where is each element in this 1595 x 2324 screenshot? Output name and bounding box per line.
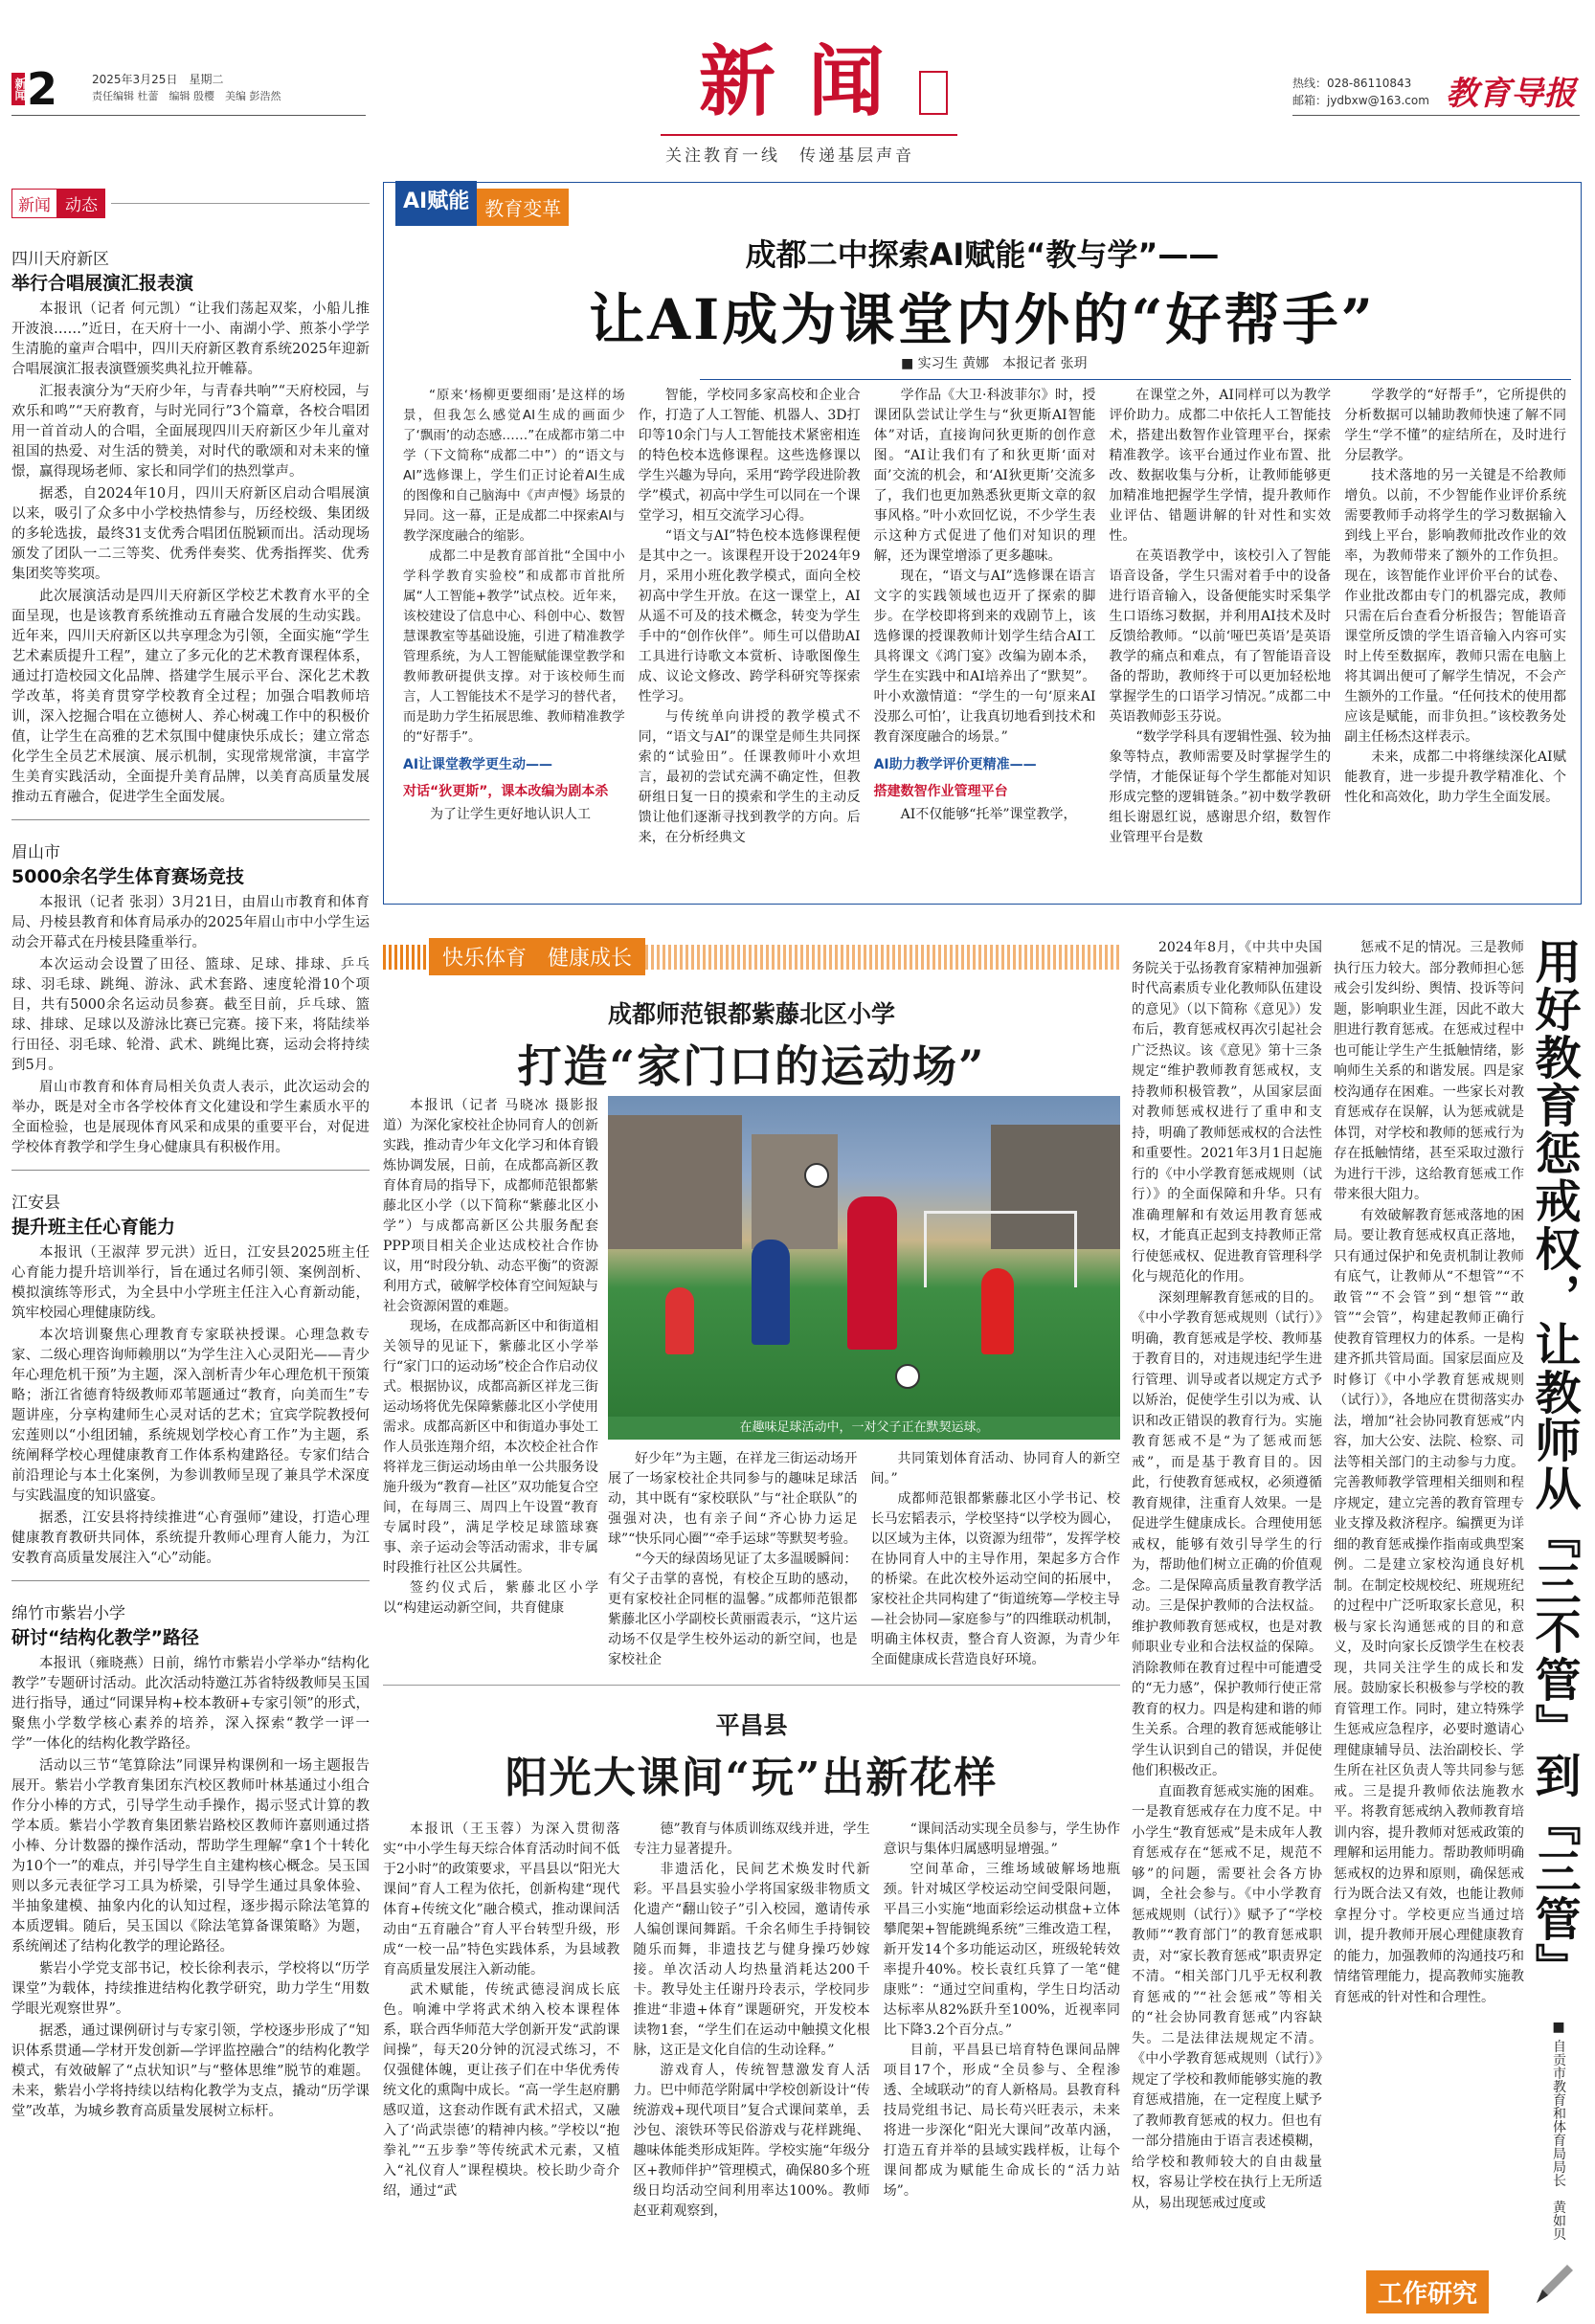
work-research-badge [1366,2261,1582,2313]
article-paragraph: 2024年8月，《中共中央国务院关于弘扬教育家精神加强新时代高素质专业化教师队伍建设的意见》（以下简称《意见》）发布后，教育惩戒权再次引起社会广泛热议。该《意见》第十三条规定“维护教师教育惩戒权，支持教师积极管教”，从国家层面对教师惩戒权进行了重申和支持，明确了教师惩戒权的合法性和重要性。2021年3月1日起施行的《中小学教育惩戒规则（试行）》的全面保障和升华。只有准确理解和有效运用教育惩戒权，才能真正起到支持教师正常行使惩戒权、促进教育管理科学化与规范化的作用。 [1132,940,1322,1285]
tag-news: 新闻 [11,189,57,218]
article-column [870,1449,1121,1667]
article-body-lower [608,1449,1120,1667]
article-paragraph: 为了让学生更好地认识人工 [430,807,591,822]
brief-paragraph: 汇报表演分为“天府少年，与青春共响”“天府校园，与欢乐和鸣”“天府教育，与时光同行”3个篇章，各校合唱团用一首首动人的合唱，全面展现四川天府新区少年儿童对祖国的热爱、对生活的赞美，对时代的歌颂和对未来的憧憬，赢得现场老师、家长和同学们的热烈掌声。 [11,384,370,480]
article-paragraph: 智能，学校同多家高校和企业合作，打造了人工智能、机器人、3D打印等10余门与人工智能技术紧密相连的特色校本选修课程。这些选修课以学生兴趣为导向，采用“跨学段进阶教学”模式，初高中学生可以同在一个课堂学习，相互交流学习心得。 [638,388,861,524]
article-column [884,1820,1120,2317]
article-paragraph: 学作品《大卫·科波菲尔》时，授课团队尝试让学生与“狄更斯AI智能体”对话，直接询问狄更斯的创作意图。“AI让我们有了和狄更斯‘面对面’交流的机会，和‘AI狄更斯’交流多了，我们也更加熟悉狄更斯文章的叙事风格。”叶小欢回忆说，不少学生表示这种方式促进了他们对知识的理解，还为课堂增添了更多趣味。 [873,388,1096,564]
brief-paragraph: 据悉，江安县将持续推进“心育强师”建设，打造心理健康教育教研共同体，系统提升教师心理育人能力，为江安教育高质量发展注入“心”动能。 [11,1510,370,1566]
brief-divider [11,819,370,820]
article-paragraph: 有效破解教育惩戒落地的困局。要让教育惩戒权真正落地，只有通过保护和免责机制让教师有底气，让教师从“不想管”“不敢管”“不会管”到“想管”“敢管”“会管”，构建起教师正确行使教育管理权力的体系。一是构建齐抓共管局面。国家层面应及时修订《中小学教育惩戒规则（试行）》，各地应在贯彻落实办法，增加“社会协同教育惩戒”内容，加大公安、法院、检察、司法等相关部门的主动参与力度。完善教师教学管理相关细则和程序规定，建立完善的教育管理专业支撑及救济程序。编撰更为详细的教育惩戒操作指南或典型案例。二是建立家校沟通良好机制。在制定校规校纪、班规班纪的过程中广泛听取家长意见，积极与家长沟通惩戒的目的和意义，及时向家长反馈学生在校表现，共同关注学生的成长和发展。鼓励家长积极参与学校的教育管理工作。同时，建立特殊学生惩戒应急程序，必要时邀请心理健康辅导员、法治副校长、学生所在社区负责人等共同参与惩戒。三是提升教师依法施教水平。将教育惩戒纳入教师教育培训内容，提升教师对惩戒政策的理解和运用能力。帮助教师明确惩戒权的边界和原则，确保惩戒行为既合法又有效，也能让教师拿捏分寸。学校更应当通过培训，提升教师开展心理健康教育的能力，加强教师的沟通技巧和情绪管理能力，提高教师实施教育惩戒的针对性和合理性。 [1334,1207,1524,2005]
tag-ai-empower: AI赋能 [395,181,477,226]
article-lead: 成都二中是教育部首批“全国中小学科学教育实验校”和成都市首批所属“人工智能+教学”试点校。近年来，该校建设了信息中心、科创中心、数智慧课教室等基础设施，引进了精准教学管理系统，为人工智能赋能课堂教学和教师教研提供支撑。对于该校师生而言，人工智能技术不是学习的替代者，而是助力学生拓展思维、教师精准教学的“好帮手”。 [403,548,625,745]
article-paragraph: 现场，在成都高新区中和街道相关领导的见证下，紫藤北区小学举行“家门口的运动场”校企合作启动仪式。根据协议，成都高新区祥龙三街运动场将优先保障紫藤北区小学使用需求。成都高新区中和街道办事处工作人员张连翔介绍，本次校企社合作将祥龙三街运动场由单一公共服务设施升级为“教育—社区”双功能复合空间，在每周三、周四上午设置“教育专属时段”，满足学校足球篮球赛事、亲子运动会等活动需求，非专属时段推行社区公共属性。 [383,1319,598,1575]
slogan-rule [661,134,957,136]
photo-building [752,1134,838,1249]
brief-location: 四川天府新区 [11,250,109,269]
tag-stripes [383,945,429,970]
article-paragraph: AI不仅能够“托举”课堂教学， [900,807,1077,822]
opinion-body [1132,938,1524,2278]
news-dynamics-tag [11,187,370,219]
brief-location: 江安县 [11,1194,60,1213]
opinion-article [1132,938,1582,2321]
brief-location: 眉山市 [11,843,60,862]
article-paragraph: 在英语教学中，该校引入了智能语音设备，学生只需对着手中的设备进行语音输入，设备便能实时采集学生口语练习数据，并利用AI技术及时反馈给教师。“以前‘哑巴英语’是英语教学的痛点和难点，有了智能语音设备的帮助，教师终于可以更加轻松地掌握学生的口语学习情况。”成都二中英语教师彭玉芬说。 [1109,548,1332,725]
brief-title: 举行合唱展演汇报表演 [11,273,194,294]
article-subhead: 对话“狄更斯”，课本改编为剧本杀 [403,784,609,799]
article-paragraph: 现在，“语文与AI”选修课在语言文字的实践领域也迈开了探索的脚步。在学校即将到来的戏剧节上，该选修课的授课教师计划学生结合AI工具将课文《鸿门宴》改编为剧本杀，学生在实践中和AI培养出了“默契”。叶小欢激情道：“学生的一句‘原来AI没那么可怕’，让我真切地看到技术和教育深度融合的场景。” [873,569,1096,745]
ai-section-tag [395,181,569,226]
brief-mianzhu [11,1602,370,2122]
news-briefs-column [11,187,370,2321]
section-slogan: 关注教育一线 传递基层声音 [665,146,914,166]
article-column [1344,386,1566,899]
article-body [403,386,1566,899]
article-headline: 阳光大课间“玩”出新花样 [505,1754,999,1802]
section-brand: 新闻 [699,36,917,126]
brief-paragraph: 本次运动会设置了田径、篮球、足球、排球、乒乓球、羽毛球、跳绳、游泳、武术套路、速度轮滑10个项目，共有5000余名运动员参赛。截至目前，乒乓球、篮球、排球、足球以及游泳比赛已完赛。接下来，将陆续举行田径、羽毛球、轮滑、武术、跳绳比赛，运动会将持续到5月。 [11,957,370,1073]
article-paragraph: 在课堂之外，AI同样可以为教学评价助力。成都二中依托人工智能技术，搭建出数智作业管理平台，探索精准教学。该平台通过作业布置、批改、数据收集与分析，让教师能够更加精准地把握学生学情，提升教师作业评估、错题讲解的针对性和实效性。 [1109,388,1332,544]
article-paragraph: 与传统单向讲授的教学模式不同，“语文与AI”的课堂是师生共同探索的“试验田”。任课教师叶小欢坦言，最初的尝试充满不确定性，但教研组日复一日的摸索和学生的主动反馈让他们逐渐寻找到教学的方向。后来，在分析经典文 [638,709,861,845]
tag-stripes [645,945,1120,970]
sports-section-tag [383,938,1120,975]
article-kicker: 成都二中探索AI赋能“教与学”—— [745,236,1220,273]
article-paragraph: 深刻理解教育惩戒的目的。《中小学教育惩戒规则（试行）》明确，教育惩戒是学校、教师基于教育目的，对违规违纪学生进行管理、训导或者以规定方式予以矫治，促使学生引以为戒、认识和改正错误的教育行为。实施教育惩戒不是“为了惩戒而惩戒”，而是基于教育目的。因此，行使教育惩戒权，必须遵循教育规律，注重育人效果。一是促进学生健康成长。合理使用惩戒权，能够有效引导学生的行为，帮助他们树立正确的价值观念。二是保障高质量教育教学活动。三是保护教师的合法权益。维护教师教育惩戒权，也是对教师职业专业和合法权益的保障。消除教师在教育过程中可能遭受的“无力感”，保护教师行使正常教育的权力。四是构建和谐的师生关系。合理的教育惩戒能够让学生认识到自己的错误，并促使他们积极改正。 [1132,1289,1322,1778]
article-column [1109,386,1331,899]
byline-rule [700,379,1571,380]
opinion-headline: 用好教育惩戒权，让教师从『三不管』到『三管』 [1527,938,1581,1991]
article-paragraph: 游戏育人，传统智慧激发育人活力。巴中师范学附属中学校创新设计“传统游戏+现代项目”复合式课间菜单，丢沙包、滚铁环等民俗游戏与花样跳绳、趣味体能类形成矩阵。学校实施“年级分区+教师伴护”管理模式，确保80多个班级日均活动空间利用率达100%。教师赵亚莉观察到， [633,2063,870,2219]
brief-jiangan [11,1192,370,1581]
brief-paragraph: 本次培训聚焦心理教育专家联袂授课。心理急救专家、二级心理咨询师赖朋以“为学生注入心灵阳光——青少年心理危机干预”为主题，深入剖析青少年心理危机干预策略；浙江省德育特级教师邓苇题通过“教育，向美而生”专题讲座，分享构建师生心灵对话的艺术；宜宾学院教授何宏莲则以“小组团辅，系统规划学校心育工作”为主题，系统阐释学校心理健康教育工作体系构建路径。专家们结合前沿理论与本土化案例，为参训教师呈现了兼具学术深度与实践温度的知识盛宴。 [11,1328,370,1504]
pen-icon [1529,2261,1577,2309]
article-column [1334,938,1524,2278]
article-body [383,1820,1120,2317]
photo-caption: 在趣味足球活动中，一对父子正在默契运球。 [608,1417,1120,1440]
email: 邮箱：jydbxw@163.com [1292,94,1429,107]
football-icon [804,1163,829,1188]
hotline: 热线：028-86110843 [1292,77,1412,90]
article-paragraph: 未来，成都二中将继续深化AI赋能教育，进一步提升教学精准化、个性化和高效化，助力学生全面发展。 [1344,749,1566,805]
article-subhead: AI助力教学评价更精准—— [873,757,1037,772]
masthead [0,0,1595,177]
article-column [608,1449,858,1667]
article-lead: “原来‘杨柳更要细雨’是这样的场景，但我怎么感觉AI生成的画面少了‘飘雨’的动态感……”在成都市第二中学（下文简称“成都二中”）的“语文与AI”选修课上，学生们正讨论着AI生成的图像和自己脑海中《声声慢》场景的异同。这一幕，正是成都二中探索AI与教学深度融合的缩影。 [403,388,625,544]
article-paragraph: 本报讯（王玉蓉）为深入贯彻落实“中小学生每天综合体育活动时间不低于2小时”的政策要求，平昌县以“阳光大课间”育人工程为依托，创新构建“现代体育+传统文化”融合模式，推动课间活动由“五育融合”育人平台转型升级，形成“一校一品”特色实践体系，为县域教育高质量发展注入新动能。 [383,1821,620,1978]
page-number: 2 [27,63,58,115]
article-paragraph: 学教学的“好帮手”，它所提供的分析数据可以辅助教师快速了解不同学生“学不懂”的症结所在，及时进行分层教学。 [1344,388,1566,463]
brief-paragraph: 本报讯（记者 张羽）3月21日，由眉山市教育和体育局、丹棱县教育和体育局承办的2025年眉山市中小学生运动会开幕式在丹棱县隆重举行。 [11,895,370,950]
brand-seal-icon [919,71,948,115]
sports-article [383,938,1120,1665]
article-subhead: AI让课堂教学更生动—— [403,757,553,772]
masthead-rule-right [1292,115,1580,116]
article-paragraph: 直面教育惩戒实施的困难。一是教育惩戒存在力度不足。中小学生“教育惩戒”是未成年人教育惩戒存在“惩戒不足，规范不够”的问题，需要社会各方协调，全社会参与。《中小学教育惩戒规则（试行）》赋予了“学校教师”“教育部门”的教育惩戒职责，对“家长教育惩戒”职责界定不清。“相关部门几乎无权利教育惩戒的”“社会惩戒”等相关的“社会协同教育惩戒”内容缺失。二是法律法规规定不清。《中小学教育惩戒规则（试行）》规定了学校和教师能够实施的教育惩戒措施，在一定程度上赋予了教师教育惩戒的权力。但也有一部分措施由于语言表述模糊，给学校和教师较大的自由裁量权，容易让学校在执行上无所适从，易出现惩戒过度或 [1132,1783,1322,2211]
brief-paragraph: 据悉，通过课例研讨与专家引领，学校逐步形成了“知识体系贯通—学材开发创新—学评监控融合”的结构化教学模式，有效破解了“点状知识”与“整体思维”脱节的难题。未来，紫岩小学将持续以结构化教学为支点，撬动“历学课堂”改革，为城乡教育高质量发展树立标杆。 [11,2023,370,2119]
tag-dynamics: 动态 [57,189,105,218]
paper-name: 教育导报 [1446,75,1576,113]
editor-credits: 责任编辑 杜蕾 编辑 殷樱 美编 彭浩然 [92,90,281,102]
article-column [633,1820,869,2317]
article-paragraph: 德”教育与体质训练双线并进，学生专注力显著提升。 [633,1821,870,1857]
article-kicker: 成都师范银都紫藤北区小学 [607,1000,895,1028]
photo-child [665,1287,694,1354]
ai-feature-article [383,182,1582,905]
article-subhead: 搭建数智作业管理平台 [873,784,1008,799]
brief-paragraph: 活动以三节“笔算除法”同课异构课例和一场主题报告展开。紫岩小学教育集团东汽校区教师叶林基通过小组合作分小棒的方式，引导学生动手操作，揭示竖式计算的教学本质。紫岩小学教育集团紫岩路校区教师许嘉则通过搭小棒、分计数器的操作活动，帮助学生理解“拿1个十转化为10个一”的难点，并引导学生自主建构核心概念。吴玉国则以多元表征学习工具为桥梁，引导学生通过具象体验、半抽象建模、抽象内化的认知过程，逐步揭示除法笔算的本质逻辑。随后，吴玉国以《除法笔算备课策略》为题，系统阐述了结构化教学的理论路径。 [11,1758,370,1955]
brief-title: 提升班主任心育能力 [11,1217,176,1238]
brief-location: 绵竹市紫岩小学 [11,1604,125,1623]
article-paragraph: 惩戒不足的情况。三是教师执行压力较大。部分教师担心惩戒会引发纠纷、舆情、投诉等问题，影响职业生涯，因此不敢大胆进行教育惩戒。在惩戒过程中也可能让学生产生抵触情绪，影响师生关系的和谐发展。四是家校沟通存在困难。一些家长对教育惩戒存在误解，认为惩戒就是体罚，对学校和教师的惩戒行为存在抵触情绪，甚至采取过激行为进行干涉，这给教育惩戒工作带来很大阻力。 [1334,940,1524,1202]
article-column [1132,938,1322,2278]
masthead-rule-left [11,115,366,116]
brief-paragraph: 此次展演活动是四川天府新区学校艺术教育水平的全面呈现，也是该教育系统推动五育融合发展的生动实践。近年来，四川天府新区以共享理念为引领，全面实施“学生艺术素质提升工程”，建立了多元化的艺术教育课程体系，通过打造校园文化品牌、搭建学生展示平台、深化艺术教学改革，将美育贯穿学校教育全过程；加强合唱教师培训，深入挖掘合唱在立德树人、养心树魂工作中的积极价值，让学生在高雅的艺术氛围中健康快乐成长；建立常态化学生全员艺术展演、展示机制，实现常规常演，丰富学生美育实践活动，全面提升美育品牌，以美育高质量发展推动五育融合，促进学生全面发展。 [11,589,370,805]
article-paragraph: “语文与AI”特色校本选修课程便是其中之一。该课程开设于2024年9月，采用小班化教学模式，面向全校初高中学生开放。在这一课堂上，AI从遥不可及的技术概念，转变为学生手中的“创作伙伴”。师生可以借助AI工具进行诗歌文本赏析、诗歌图像生成、议论文修改、跨学科研究等探索性学习。 [638,528,861,704]
page-tag: 新闻 [11,73,25,105]
article-paragraph: 本报讯（记者 马晓冰 摄影报道）为深化家校社企协同育人的创新实践，推动青少年文化学习和体育锻炼协调发展，日前，在成都高新区教育体育局的指导下，成都师范银都紫藤北区小学（以下简称“紫藤北区小学”）与成都高新区公共服务配套PPP项目相关企业达成校社合作协议，用“时段分轨、动态平衡”的资源利用方式，破解学校体育空间短缺与社会资源闲置的难题。 [383,1098,598,1314]
brief-paragraph: 眉山市教育和体育局相关负责人表示，此次运动会的举办，既是对全市各学校体育文化建设和学生素质水平的全面检验，也是展现体育风采和成果的重要平台，对促进学校体育教学和学生身心健康具有积极作用。 [11,1080,370,1155]
article-kicker: 平昌县 [715,1711,788,1739]
tag-edu-reform: 教育变革 [477,189,569,226]
article-paragraph: 技术落地的另一关键是不给教师增负。以前，不少智能作业评价系统需要教师手动将学生的学习数据输入到线上平台，影响教师批改作业的效率，为教师带来了额外的工作负担。现在，该智能作业评价平台的试卷、作业批改都由专门的机器完成，教师只需在后台查看分析报告；智能语音课堂所反馈的学生语音输入内容可实时上传至数据库，教师只需在电脑上将其调出便可了解学生情况，不会产生额外的工作量。“任何技术的使用都应该是赋能，而非负担。”该校教务处副主任杨杰这样表示。 [1344,468,1566,745]
photo-building [608,1115,742,1249]
brief-divider [11,1170,370,1171]
article-paragraph: 目前，平昌县已培育特色课间品牌项目17个，形成“全员参与、全程渗透、全域联动”的育人新格局。县教育科技局党组书记、局长苟兴旺表示，未来将进一步深化“阳光大课间”改革内涵，打造五育并举的县域实践样板，让每个课间都成为赋能生命成长的“活力站场”。 [883,2043,1120,2199]
article-column [383,1096,598,1646]
opinion-author: ■ 自贡市教育和体育局局长 黄如贝 [1551,2020,1566,2241]
article-column [639,386,861,899]
article-headline: 打造“家门口的运动场” [517,1040,986,1092]
article-paragraph: 空间革命，三维场域破解场地瓶颈。针对城区学校运动空间受限问题，平昌三小实施“地面彩绘运动棋盘+立体攀爬架+智能跳绳系统”三维改造工程，新开发14个多功能运动区，班级轮转效率提升40%。校长袁红兵算了一笔“健康账”：“通过空间重构，学生日均活动达标率从82%跃升至100%，近视率同比下降3.2个百分点。” [883,1862,1120,2038]
brief-paragraph: 本报讯（雍晓燕）日前，绵竹市紫岩小学举办“结构化教学”专题研讨活动。此次活动特邀江苏省特级教师吴玉国进行指导，通过“同课异构+校本教研+专家引领”的形式，聚焦小学数学核心素养的培养，深入探索“教学一评一学”一体化的结构化教学路径。 [11,1656,370,1752]
brief-paragraph: 本报讯（记者 何元凯）“让我们荡起双桨，小船儿推开波浪……”近日，在天府十一小、南湖小学、煎茶小学学生清脆的童声合唱中，四川天府新区教育系统2025年迎新合唱展演汇报表演暨颁奖典礼拉开帷幕。 [11,302,370,377]
article-paragraph: “课间活动实现全员参与，学生协作意识与集体归属感明显增强。” [883,1821,1120,1857]
brief-title: 5000余名学生体育赛场竞技 [11,866,244,887]
brief-divider [11,1580,370,1581]
brief-paragraph: 本报讯（王淑萍 罗元洪）近日，江安县2025班主任心育能力提升培训举行，旨在通过名师引领、案例剖析、模拟演练等形式，为全县中小学班主任注入心育新动能，筑牢校园心理健康防线。 [11,1245,370,1321]
article-column [383,1820,619,2317]
article-paragraph: 成都师范银都紫藤北区小学书记、校长马宏韬表示，学校坚持“以学校为圆心，以区域为主体，以资源为纽带”，发挥学校在协同育人中的主导作用，架起多方合作的桥梁。在此次校外运动空间的拓展中，家校社企共同构建了“街道统筹—学校主导—社会协同—家庭参与”的四维联动机制，明确主体权责，整合育人资源，为青少年全面健康成长营造良好环境。 [870,1491,1120,1667]
article-column [874,386,1096,899]
article-paragraph: “今天的绿茵场见证了太多温暖瞬间：有父子击掌的喜悦，有校企互助的感动，更有家校社企同框的温馨。”成都师范银都紫藤北区小学副校长黄丽霞表示，“这片运动场不仅是学生校外运动的新空间，也是家校社企 [608,1552,858,1667]
article-paragraph: 武术赋能，传统武德浸润成长底色。响滩中学将武术纳入校本课程体系，联合西华师范大学创新开发“武韵课间操”，每天20分钟的沉浸式练习，不仅强健体魄，更让孩子们在中华优秀传统文化的熏陶中成长。“高一学生赵府鹏感叹道，这套动作既有武术招式，又融入了‘尚武崇德’的精神内核。”学校以“抱拳礼”“五步拳”等传统武术元素，又植入“礼仪育人”课程模块。校长助少奇介绍，通过“武 [383,1982,620,2199]
tag-happy-sports: 快乐体育 健康成长 [429,938,645,975]
issue-date: 2025年3月25日 星期二 [92,73,224,86]
brief-paragraph: 紫岩小学党支部书记，校长徐利表示，学校将以“历学课堂”为载体，持续推进结构化教学研究，助力学生“用数学眼光观察世界”。 [11,1961,370,2017]
pingchang-article [383,1685,1120,2316]
article-paragraph: 共同策划体育活动、协同育人的新空间。” [870,1451,1120,1486]
article-headline: 让AI成为课堂内外的“好帮手” [589,287,1376,352]
brief-meishan [11,841,370,1171]
photo-child [752,1240,790,1345]
page-number-block [11,63,58,115]
brief-tianfu [11,248,370,820]
tag-rule [111,203,370,204]
article-paragraph: “数学学科具有逻辑性强、较为抽象等特点，教师需要及时掌握学生的学情，才能保证每个学生都能对知识形成完整的逻辑链条。”初中数学教研组长谢恩红说，感谢思介绍，数智作业管理平台是数 [1109,729,1332,845]
article-paragraph: 非遗活化，民间艺术焕发时代新彩。平昌县实验小学将国家级非物质文化遗产“翻山铰子”引入校园，邀请传承人编创课间舞蹈。千余名师生手持铜铰随乐而舞，非遗技艺与健身操巧妙嫁接。单次活动人均热量消耗达200千卡。教导处主任谢丹玲表示，学校同步推进“非遗+体育”课题研究，开发校本读物1套，“学生们在运动中触摸文化根脉，这正是文化自信的生动诠释。” [633,1862,870,2058]
football-icon [895,1364,920,1389]
football-photo [608,1096,1120,1417]
article-paragraph: 签约仪式后，紫藤北区小学以“构建运动新空间，共育健康 [383,1580,598,1616]
brief-title: 研讨“结构化教学”路径 [11,1627,199,1648]
brief-paragraph: 据悉，自2024年10月，四川天府新区启动合唱展演以来，吸引了众多中小学校热情参与，历经校级、集团级的多轮选拔，最终31支优秀合唱团伍脱颖而出。活动现场颁发了团队一二三等奖、优秀伴奏奖、优秀指挥奖、优秀集团奖等奖项。 [11,486,370,582]
photo-child [981,1268,1014,1354]
article-paragraph: 好少年”为主题，在祥龙三街运动场开展了一场家校社企共同参与的趣味足球活动，其中既有“家校联队”与“社企联队”的强强对决，也有亲子间“齐心协力运足球”“快乐同心圈”“牵手运球”等默契考验。 [608,1451,858,1547]
badge-label: 工作研究 [1366,2270,1489,2313]
article-column [403,386,625,899]
article-byline: ■ 实习生 黄娜 本报记者 张玥 [901,356,1088,371]
photo-father [847,1196,897,1350]
